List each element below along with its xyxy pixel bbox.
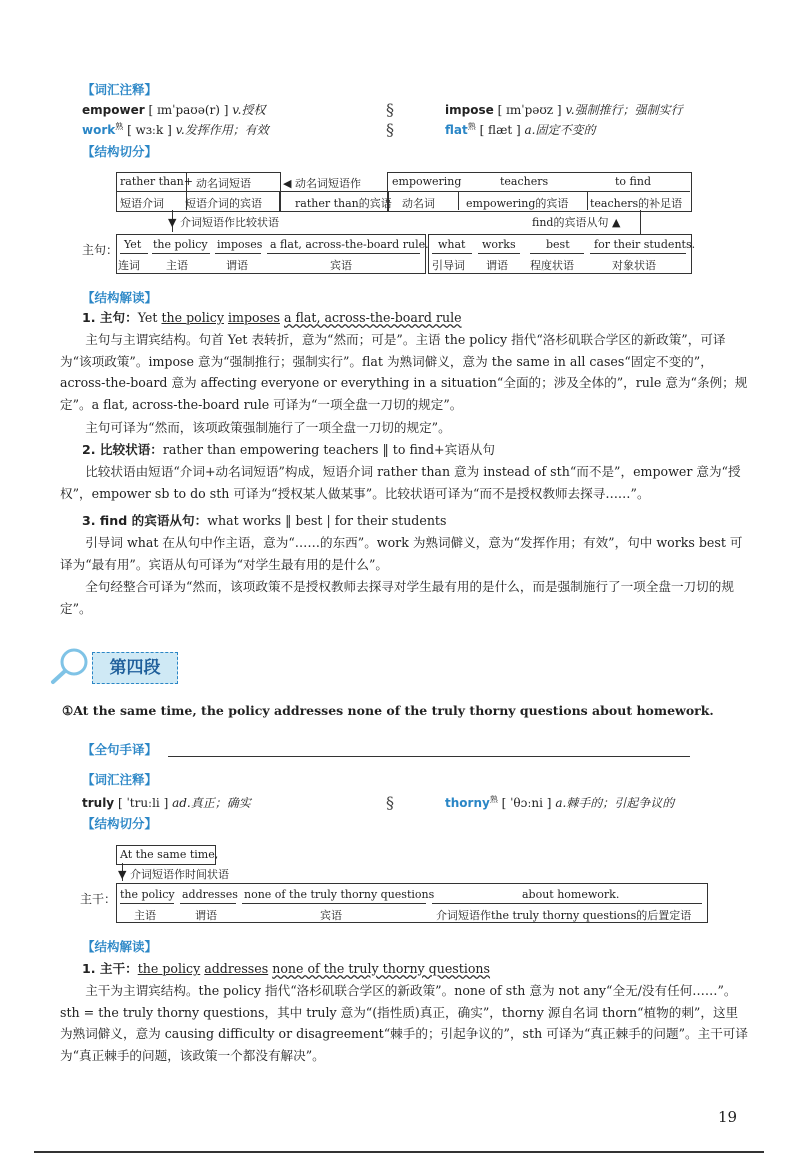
vocab-impose: impose [ ɪmˈpəʊz ] v.强制推行；强制实行 — [445, 103, 683, 117]
cell-yet: Yet — [124, 238, 142, 251]
cell-for-students: for their students. — [594, 238, 696, 251]
cell-what: what — [438, 238, 466, 251]
vocab-truly: truly [ ˈtruːli ] ad.真正；确实 — [82, 796, 251, 810]
p1-title: 1. 主句：Yet the policy imposes a flat, across-the-board rule — [82, 310, 462, 325]
section-sentence: ①At the same time, the policy addresses none of the truly thorny questions about homework. — [62, 703, 714, 718]
cell-sec-binyu: 宾语 — [320, 909, 342, 922]
cell-questions: none of the truly thorny questions — [244, 888, 435, 901]
cell-teachers: teachers — [500, 175, 549, 188]
p2-title: 2. 比较状语：rather than empowering teachers ‖ to find+宾语从句 — [82, 442, 495, 457]
cell-sec-policy: the policy — [120, 888, 175, 901]
cell-flat-rule: a flat, across-the-board rule. — [270, 238, 429, 251]
page-number: 19 — [718, 1108, 738, 1126]
struct-header-2: 【结构切分】 — [82, 816, 158, 831]
cell-post-attr: 介词短语作the truly thorny questions的后置定语 — [436, 909, 692, 922]
cell-yindaoci: 引导词 — [432, 259, 465, 272]
p1-trans: 主句可译为“然而，该项政策强制施行了一项全盘一刀切的规定”。 — [85, 420, 451, 435]
cell-lianci: 连词 — [118, 259, 140, 272]
arrow-find-clause: find的宾语从句 ▲ — [532, 216, 621, 229]
cell-weiyu: 谓语 — [226, 259, 248, 272]
cell-duixiang: 对象状语 — [612, 259, 656, 272]
cell-jieci-binyu: 短语介词的宾语 — [185, 197, 262, 210]
arrow-label-dongming: ◀ 动名词短语作 — [283, 177, 361, 190]
cell-dongming: 动名词短语 — [196, 177, 251, 190]
divider-squiggle-icon: § — [386, 100, 394, 119]
cell-imposes: imposes — [217, 238, 263, 251]
cell-addresses: addresses — [182, 888, 238, 901]
p2-text: 比较状语由短语“介词+动名词短语”构成，短语介词 rather than 意为 instead of sth“而不是”，empower 意为“授权”，empower sb to do sth 可译为“授权某人做某事”。比较状语可译为“而不是授权教师去探寻……”。 — [60, 464, 741, 501]
sec-p1-title: 1. 主干：the policy addresses none of the truly thorny questions — [82, 961, 491, 976]
cell-zhuyu: 主语 — [166, 259, 188, 272]
arrow-time: ▼ 介词短语作时间状语 — [118, 868, 229, 881]
cell-dongming-ci: 动名词 — [402, 197, 435, 210]
vocab-empower: empower [ ɪmˈpaʊə(r) ] v.授权 — [82, 103, 266, 117]
struct-header: 【结构切分】 — [82, 144, 158, 159]
label-zhugan: 主干： — [80, 892, 117, 906]
footer-rule — [34, 1151, 764, 1153]
cell-to-find: to find — [615, 175, 652, 188]
vocab-header-2: 【词汇注释】 — [82, 772, 158, 787]
cell-sec-zhuyu: 主语 — [134, 909, 156, 922]
sec-p1-text: 主干为主谓宾结构。the policy 指代“洛杉矶联合学区的新政策”。none of sth 意为 not any“全无/没有任何……”。sth = the truly thorny questions，其中 truly 意为“(指性质)真正，确实”，thorny 源自名词 thorn“植物的刺”，这里为熟词僻义，意为 causing difficulty or disagreement“棘手的；引起争议的”，sth 可译为“真正棘手的问题”。主干可译为“真正棘手的问题，该政策一个都没有解决”。 — [60, 983, 748, 1063]
cell-binyu: 宾语 — [330, 259, 352, 272]
cell-empowering: empowering — [392, 175, 462, 188]
vocab-flat: flat$^熟$ [ flæt ] a.固定不变的 — [445, 122, 596, 137]
p3-trans: 全句经整合可译为“然而，该项政策不是授权教师去探寻对学生最有用的是什么，而是强制施行了一项全盘一刀切的规定”。 — [60, 579, 734, 616]
cell-the-policy: the policy — [153, 238, 208, 251]
cell-works: works — [482, 238, 516, 251]
divider-squiggle-icon-2: § — [386, 120, 394, 139]
vocab-thorny: thorny$^熟$ [ ˈθɔːni ] a.棘手的；引起争议的 — [445, 795, 675, 810]
cell-empower-binyu: empowering的宾语 — [466, 197, 569, 210]
p1-text: 主句与主谓宾结构。句首 Yet 表转折，意为“然而；可是”。主语 the policy 指代“洛杉矶联合学区的新政策”，可译为“该项政策”。impose 意为“强制推行；强制实行”。flat 为熟词僻义，意为 the same in all cases“固定不变的”，across-the-board 意为 affecting everyone or everything in a situation“全面的；涉及全体的”，rule 意为“条例；规定”。a flat, across-the-board rule 可译为“一项全盘一刀切的规定”。 — [60, 332, 748, 412]
cell-duanyu-jieci: 短语介词 — [120, 197, 164, 210]
cell-chengdu: 程度状语 — [530, 259, 574, 272]
read-header-2: 【结构解读】 — [82, 939, 158, 954]
arrow-compare: ▼ 介词短语作比较状语 — [168, 216, 279, 229]
divider-squiggle-icon-3: § — [386, 793, 394, 812]
vocab-header: 【词汇注释】 — [82, 82, 158, 97]
cell-rather-binyu: rather than的宾语 — [295, 197, 392, 210]
cell-best: best — [546, 238, 570, 251]
read-header: 【结构解读】 — [82, 290, 158, 305]
p3-title: 3. find 的宾语从句：what works ‖ best | for their students — [82, 513, 447, 528]
magnifier-icon — [48, 646, 92, 686]
cell-at-same-time: At the same time, — [120, 848, 219, 861]
translate-header: 【全句手译】 — [82, 742, 158, 757]
cell-about-hw: about homework. — [522, 888, 620, 901]
cell-teachers-bu: teachers的补足语 — [590, 197, 683, 210]
label-zhuju: 主句： — [82, 243, 119, 257]
cell-rather-than: rather than+ — [120, 175, 193, 188]
section-title: 第四段 — [92, 652, 178, 684]
cell-weiyu2: 谓语 — [486, 259, 508, 272]
cell-sec-weiyu: 谓语 — [195, 909, 217, 922]
p3-text: 引导词 what 在从句中作主语，意为“……的东西”。work 为熟词僻义，意为“发挥作用；有效”，句中 works best 可译为“最有用”。宾语从句可译为“对学生最有用的是什么”。 — [60, 535, 743, 572]
vocab-work: work$^熟$ [ wɜːk ] v.发挥作用；有效 — [82, 122, 269, 137]
translate-line[interactable] — [168, 756, 690, 757]
